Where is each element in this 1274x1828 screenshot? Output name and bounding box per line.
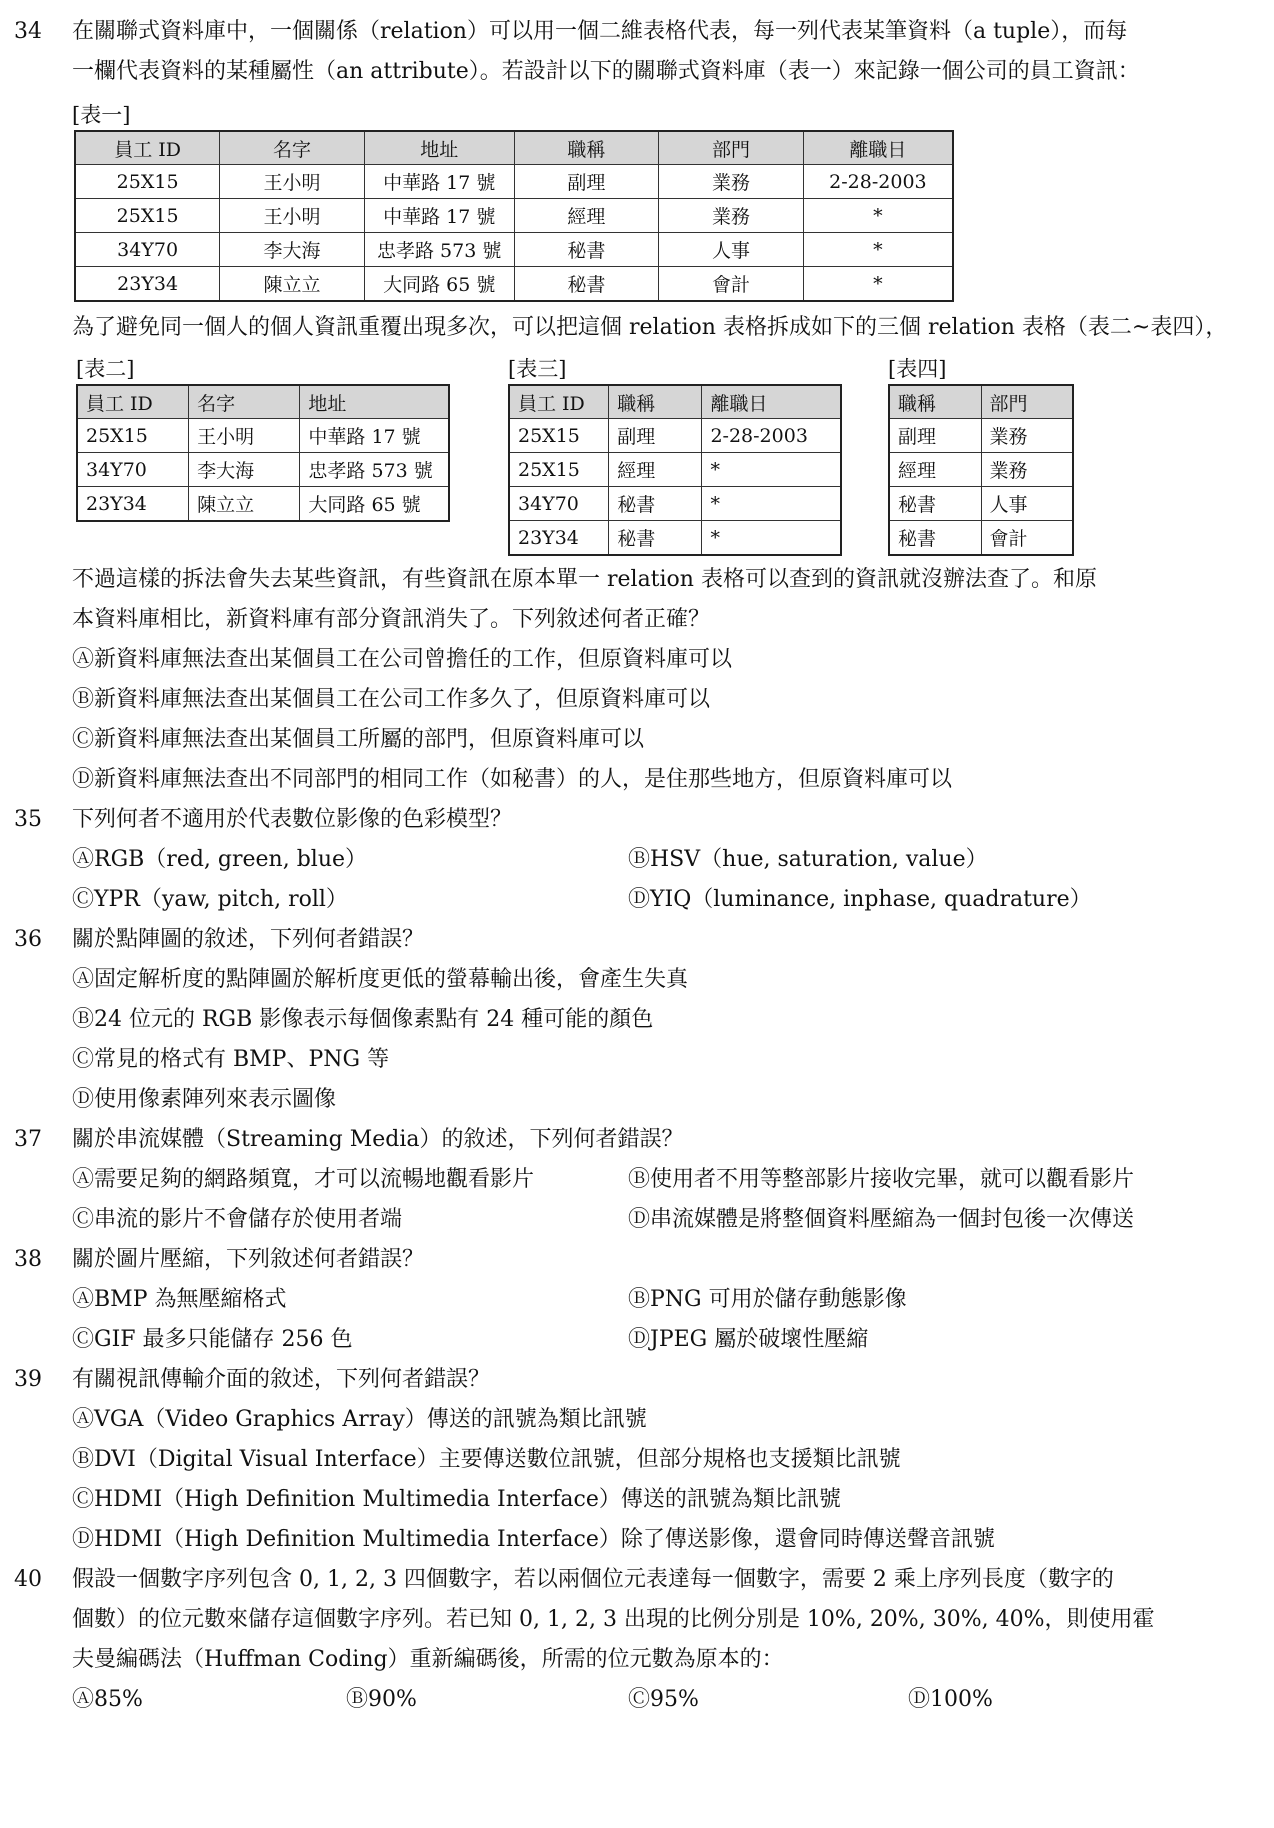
table-cell: 大同路 65 號 xyxy=(364,267,514,302)
q40-option-d: Ⓓ100% xyxy=(908,1687,993,1712)
table-header-row xyxy=(75,131,953,165)
table-cell: * xyxy=(702,453,841,487)
table-cell: 中華路 17 號 xyxy=(364,199,514,233)
q37-option-a: Ⓐ需要足夠的網路頻寬，才可以流暢地觀看影片 xyxy=(72,1167,535,1192)
table-cell: 王小明 xyxy=(220,165,365,199)
table-row xyxy=(75,199,953,233)
table4-label: [表四] xyxy=(888,357,947,381)
table-row xyxy=(889,487,1073,521)
table1-col-header: 員工 ID xyxy=(75,131,220,165)
table-cell: 業務 xyxy=(659,199,804,233)
q39-option-c: ⒸHDMI（High Definition Multimedia Interface）傳送的訊號為類比訊號 xyxy=(72,1487,841,1512)
table-cell: 人事 xyxy=(659,233,804,267)
q34-after-line-2: 本資料庫相比，新資料庫有部分資訊消失了。下列敘述何者正確？ xyxy=(72,607,711,632)
table-cell: 25X15 xyxy=(509,419,609,453)
q35-option-b: ⒷHSV（hue, saturation, value） xyxy=(628,847,988,872)
q37-question: 關於串流媒體（Streaming Media）的敘述，下列何者錯誤？ xyxy=(72,1127,684,1152)
q39-option-b: ⒷDVI（Digital Visual Interface）主要傳送數位訊號，但部分規格也支援類比訊號 xyxy=(72,1447,901,1472)
q38-option-c: ⒸGIF 最多只能儲存 256 色 xyxy=(72,1327,353,1352)
table3-col-header: 職稱 xyxy=(609,385,702,419)
table-cell: 2-28-2003 xyxy=(803,165,953,199)
table-header-row xyxy=(889,385,1073,419)
q35-question: 下列何者不適用於代表數位影像的色彩模型？ xyxy=(72,807,513,832)
table-cell: 秘書 xyxy=(889,487,981,521)
q34-option-b: Ⓑ新資料庫無法查出某個員工在公司工作多久了，但原資料庫可以 xyxy=(72,687,711,712)
table-row xyxy=(75,233,953,267)
table-row xyxy=(75,165,953,199)
table1-col-header: 離職日 xyxy=(803,131,953,165)
table-row xyxy=(509,487,841,521)
q36-option-b: Ⓑ24 位元的 RGB 影像表示每個像素點有 24 種可能的顏色 xyxy=(72,1007,654,1032)
q36-question: 關於點陣圖的敘述，下列何者錯誤？ xyxy=(72,927,425,952)
q34-split-text: 為了避免同一個人的個人資訊重覆出現多次，可以把這個 relation 表格拆成如下的三個 relation 表格（表二~表四）， xyxy=(72,315,1228,340)
table-header-row xyxy=(77,385,449,419)
q34-intro-line-1: 在關聯式資料庫中，一個關係（relation）可以用一個二維表格代表，每一列代表某筆資料（a tuple），而每 xyxy=(72,19,1128,44)
question-number-40: 40 xyxy=(14,1567,42,1592)
q37-option-d: Ⓓ串流媒體是將整個資料壓縮為一個封包後一次傳送 xyxy=(628,1207,1135,1232)
table-cell: 25X15 xyxy=(75,165,220,199)
table-cell: 業務 xyxy=(981,419,1073,453)
table-row xyxy=(77,453,449,487)
table-cell: * xyxy=(803,267,953,302)
table-cell: 秘書 xyxy=(609,521,702,556)
table-cell: 23Y34 xyxy=(75,267,220,302)
q40-option-c: Ⓒ95% xyxy=(628,1687,699,1712)
q34-option-d: Ⓓ新資料庫無法查出不同部門的相同工作（如秘書）的人，是住那些地方，但原資料庫可以 xyxy=(72,767,953,792)
table-3 xyxy=(508,384,842,556)
table-cell: 經理 xyxy=(514,199,659,233)
table1-col-header: 名字 xyxy=(220,131,365,165)
table-cell: * xyxy=(702,521,841,556)
q37-option-b: Ⓑ使用者不用等整部影片接收完畢，就可以觀看影片 xyxy=(628,1167,1135,1192)
table1-col-header: 職稱 xyxy=(514,131,659,165)
table-4 xyxy=(888,384,1074,556)
table-cell: 秘書 xyxy=(609,487,702,521)
table-cell: 秘書 xyxy=(514,233,659,267)
q34-after-line-1: 不過這樣的拆法會失去某些資訊，有些資訊在原本單一 relation 表格可以查到的資訊就沒辦法查了。和原 xyxy=(72,567,1097,592)
table2-label: [表二] xyxy=(76,357,135,381)
table1-col-header: 部門 xyxy=(659,131,804,165)
table-cell: 經理 xyxy=(609,453,702,487)
table-cell: 中華路 17 號 xyxy=(364,165,514,199)
table-cell: 34Y70 xyxy=(509,487,609,521)
q34-option-c: Ⓒ新資料庫無法查出某個員工所屬的部門，但原資料庫可以 xyxy=(72,727,645,752)
table2-col-header: 地址 xyxy=(300,385,449,419)
table-cell: 23Y34 xyxy=(77,487,189,522)
table-row xyxy=(509,521,841,556)
q37-option-c: Ⓒ串流的影片不會儲存於使用者端 xyxy=(72,1207,403,1232)
table-cell: 業務 xyxy=(981,453,1073,487)
table-cell: 副理 xyxy=(889,419,981,453)
table-cell: 會計 xyxy=(659,267,804,302)
table-cell: 經理 xyxy=(889,453,981,487)
table-row xyxy=(509,419,841,453)
table4-col-header: 部門 xyxy=(981,385,1073,419)
table-cell: 忠孝路 573 號 xyxy=(364,233,514,267)
question-number-39: 39 xyxy=(14,1367,42,1392)
q38-option-b: ⒷPNG 可用於儲存動態影像 xyxy=(628,1287,907,1312)
table-row xyxy=(77,487,449,522)
q35-option-c: ⒸYPR（yaw, pitch, roll） xyxy=(72,887,348,912)
table-cell: 業務 xyxy=(659,165,804,199)
table-cell: 王小明 xyxy=(220,199,365,233)
table-cell: 陳立立 xyxy=(220,267,365,302)
table-1 xyxy=(74,130,954,302)
q38-option-a: ⒶBMP 為無壓縮格式 xyxy=(72,1287,287,1312)
table-row xyxy=(889,419,1073,453)
table-cell: 會計 xyxy=(981,521,1073,556)
table-cell: 秘書 xyxy=(889,521,981,556)
table4-col-header: 職稱 xyxy=(889,385,981,419)
table1-label: [表一] xyxy=(72,103,131,127)
table-cell: 25X15 xyxy=(75,199,220,233)
table-cell: 李大海 xyxy=(189,453,300,487)
table-2 xyxy=(76,384,450,522)
q38-option-d: ⒹJPEG 屬於破壞性壓縮 xyxy=(628,1327,869,1352)
table-header-row xyxy=(509,385,841,419)
table3-col-header: 員工 ID xyxy=(509,385,609,419)
table-cell: 人事 xyxy=(981,487,1073,521)
q40-line-2: 個數）的位元數來儲存這個數字序列。若已知 0, 1, 2, 3 出現的比例分別是 10%, 20%, 30%, 40%，則使用霍 xyxy=(72,1607,1155,1632)
table-cell: 2-28-2003 xyxy=(702,419,841,453)
table-cell: 王小明 xyxy=(189,419,300,453)
question-number-35: 35 xyxy=(14,807,42,832)
table-cell: 秘書 xyxy=(514,267,659,302)
q40-line-1: 假設一個數字序列包含 0, 1, 2, 3 四個數字，若以兩個位元表達每一個數字，需要 2 乘上序列長度（數字的 xyxy=(72,1567,1114,1592)
table-cell: 中華路 17 號 xyxy=(300,419,449,453)
table-cell: 副理 xyxy=(609,419,702,453)
table-cell: 忠孝路 573 號 xyxy=(300,453,449,487)
table2-col-header: 名字 xyxy=(189,385,300,419)
table-row xyxy=(75,267,953,302)
q35-option-a: ⒶRGB（red, green, blue） xyxy=(72,847,368,872)
table-row xyxy=(77,419,449,453)
table-cell: 34Y70 xyxy=(77,453,189,487)
q40-line-3: 夫曼編碼法（Huffman Coding）重新編碼後，所需的位元數為原本的： xyxy=(72,1647,784,1672)
table-cell: 陳立立 xyxy=(189,487,300,522)
table-row xyxy=(889,521,1073,556)
question-number-34: 34 xyxy=(14,19,42,44)
question-number-36: 36 xyxy=(14,927,42,952)
question-number-38: 38 xyxy=(14,1247,42,1272)
q34-intro-line-2: 一欄代表資料的某種屬性（an attribute）。若設計以下的關聯式資料庫（表一）來記錄一個公司的員工資訊： xyxy=(72,59,1140,84)
table-row xyxy=(889,453,1073,487)
table2-col-header: 員工 ID xyxy=(77,385,189,419)
q39-option-d: ⒹHDMI（High Definition Multimedia Interface）除了傳送影像，還會同時傳送聲音訊號 xyxy=(72,1527,995,1552)
q36-option-c: Ⓒ常見的格式有 BMP、PNG 等 xyxy=(72,1047,390,1072)
table-cell: * xyxy=(803,199,953,233)
question-number-37: 37 xyxy=(14,1127,42,1152)
table-cell: * xyxy=(702,487,841,521)
q36-option-a: Ⓐ固定解析度的點陣圖於解析度更低的螢幕輸出後，會產生失真 xyxy=(72,967,689,992)
table-row xyxy=(509,453,841,487)
q39-option-a: ⒶVGA（Video Graphics Array）傳送的訊號為類比訊號 xyxy=(72,1407,647,1432)
table-cell: 大同路 65 號 xyxy=(300,487,449,522)
table-cell: 34Y70 xyxy=(75,233,220,267)
q36-option-d: Ⓓ使用像素陣列來表示圖像 xyxy=(72,1087,337,1112)
q40-option-a: Ⓐ85% xyxy=(72,1687,143,1712)
table-cell: 副理 xyxy=(514,165,659,199)
table-cell: 25X15 xyxy=(509,453,609,487)
q38-question: 關於圖片壓縮，下列敘述何者錯誤？ xyxy=(72,1247,425,1272)
table-cell: 李大海 xyxy=(220,233,365,267)
q39-question: 有關視訊傳輸介面的敘述，下列何者錯誤？ xyxy=(72,1367,491,1392)
table-cell: * xyxy=(803,233,953,267)
q35-option-d: ⒹYIQ（luminance, inphase, quadrature） xyxy=(628,887,1092,912)
table-cell: 25X15 xyxy=(77,419,189,453)
q34-option-a: Ⓐ新資料庫無法查出某個員工在公司曾擔任的工作，但原資料庫可以 xyxy=(72,647,733,672)
table-cell: 23Y34 xyxy=(509,521,609,556)
table3-label: [表三] xyxy=(508,357,567,381)
table3-col-header: 離職日 xyxy=(702,385,841,419)
table1-col-header: 地址 xyxy=(364,131,514,165)
q40-option-b: Ⓑ90% xyxy=(346,1687,417,1712)
